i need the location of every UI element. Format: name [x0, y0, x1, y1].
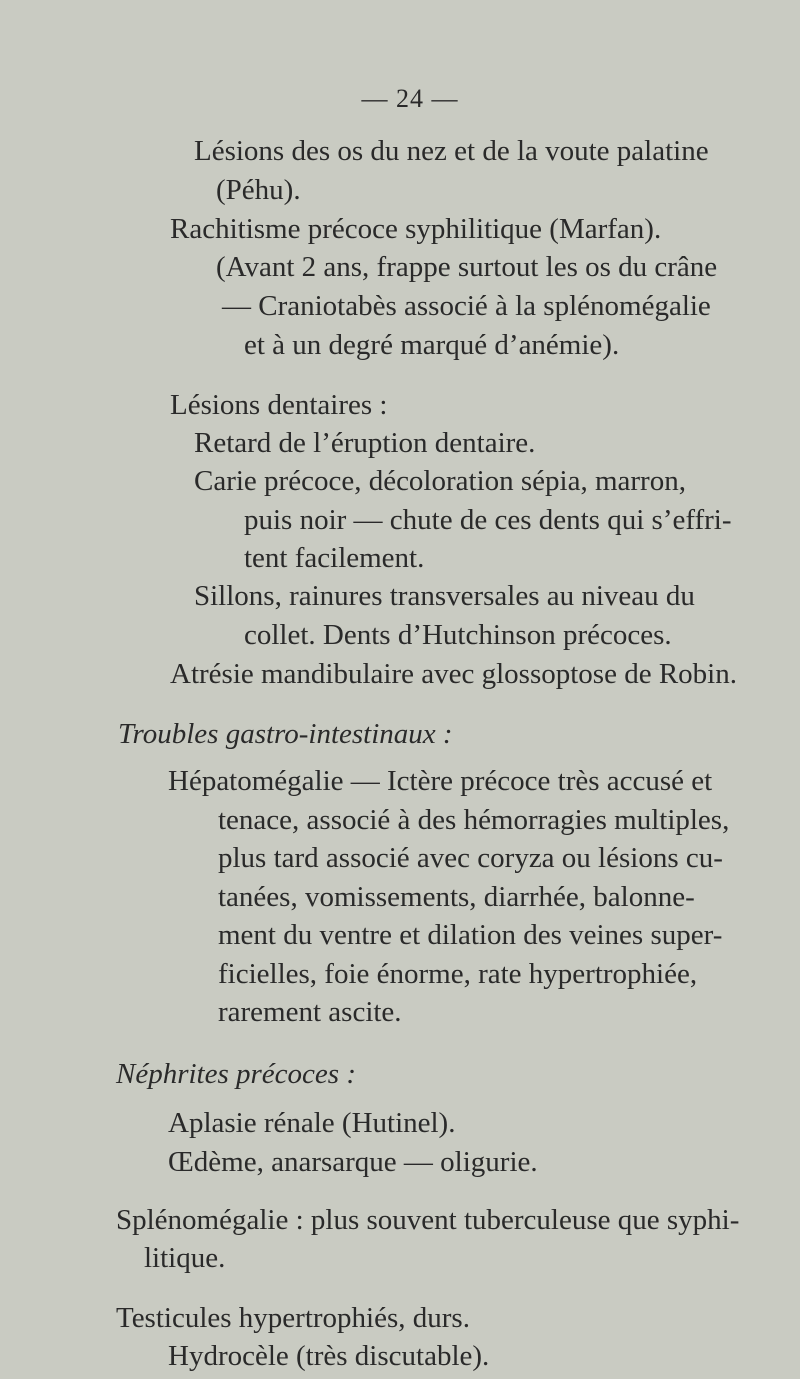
text-line: (Péhu). [216, 174, 301, 206]
text-line: Rachitisme précoce syphilitique (Marfan). [170, 213, 662, 245]
text-line: litique. [144, 1242, 226, 1274]
text-line: Lésions des os du nez et de la voute palatine [194, 135, 709, 167]
text-line: Aplasie rénale (Hutinel). [168, 1107, 456, 1139]
text-line: tenace, associé à des hémorragies multiples, [218, 804, 730, 836]
text-line: plus tard associé avec coryza ou lésions cu- [218, 842, 723, 874]
text-line: et à un degré marqué d’anémie). [244, 329, 620, 361]
text-line: — Craniotabès associé à la splénomégalie [222, 290, 711, 322]
text-line: tent facilement. [244, 542, 425, 574]
text-line: puis noir — chute de ces dents qui s’effri- [244, 504, 732, 536]
page-number: — 24 — [361, 84, 459, 113]
text-line: rarement ascite. [218, 996, 402, 1028]
text-line: Atrésie mandibulaire avec glossoptose de Robin. [170, 658, 737, 690]
text-line: (Avant 2 ans, frappe surtout les os du crâne [216, 251, 718, 283]
text-line: tanées, vomissements, diarrhée, balonne- [218, 881, 695, 913]
section-heading: Néphrites précoces : [116, 1058, 356, 1090]
text-line: Sillons, rainures transversales au niveau du [194, 580, 695, 612]
text-line: Hydrocèle (très discutable). [168, 1340, 490, 1372]
section-heading: Lésions dentaires : [170, 389, 388, 421]
text-line: Hépatomégalie — Ictère précoce très accusé et [168, 765, 713, 797]
text-line: Retard de l’éruption dentaire. [194, 427, 536, 459]
text-line: collet. Dents d’Hutchinson précoces. [244, 619, 672, 651]
text-line: Carie précoce, décoloration sépia, marron, [194, 465, 686, 497]
section-heading: Troubles gastro-intestinaux : [118, 718, 453, 750]
section-heading: Testicules hypertrophiés, durs. [116, 1302, 470, 1334]
text-line: Œdème, anarsarque — oligurie. [168, 1146, 538, 1178]
text-line: ficielles, foie énorme, rate hypertrophiée, [218, 958, 698, 990]
text-line: ment du ventre et dilation des veines super- [218, 919, 723, 951]
section-heading: Splénomégalie : plus souvent tuberculeuse que syphi- [116, 1204, 740, 1236]
